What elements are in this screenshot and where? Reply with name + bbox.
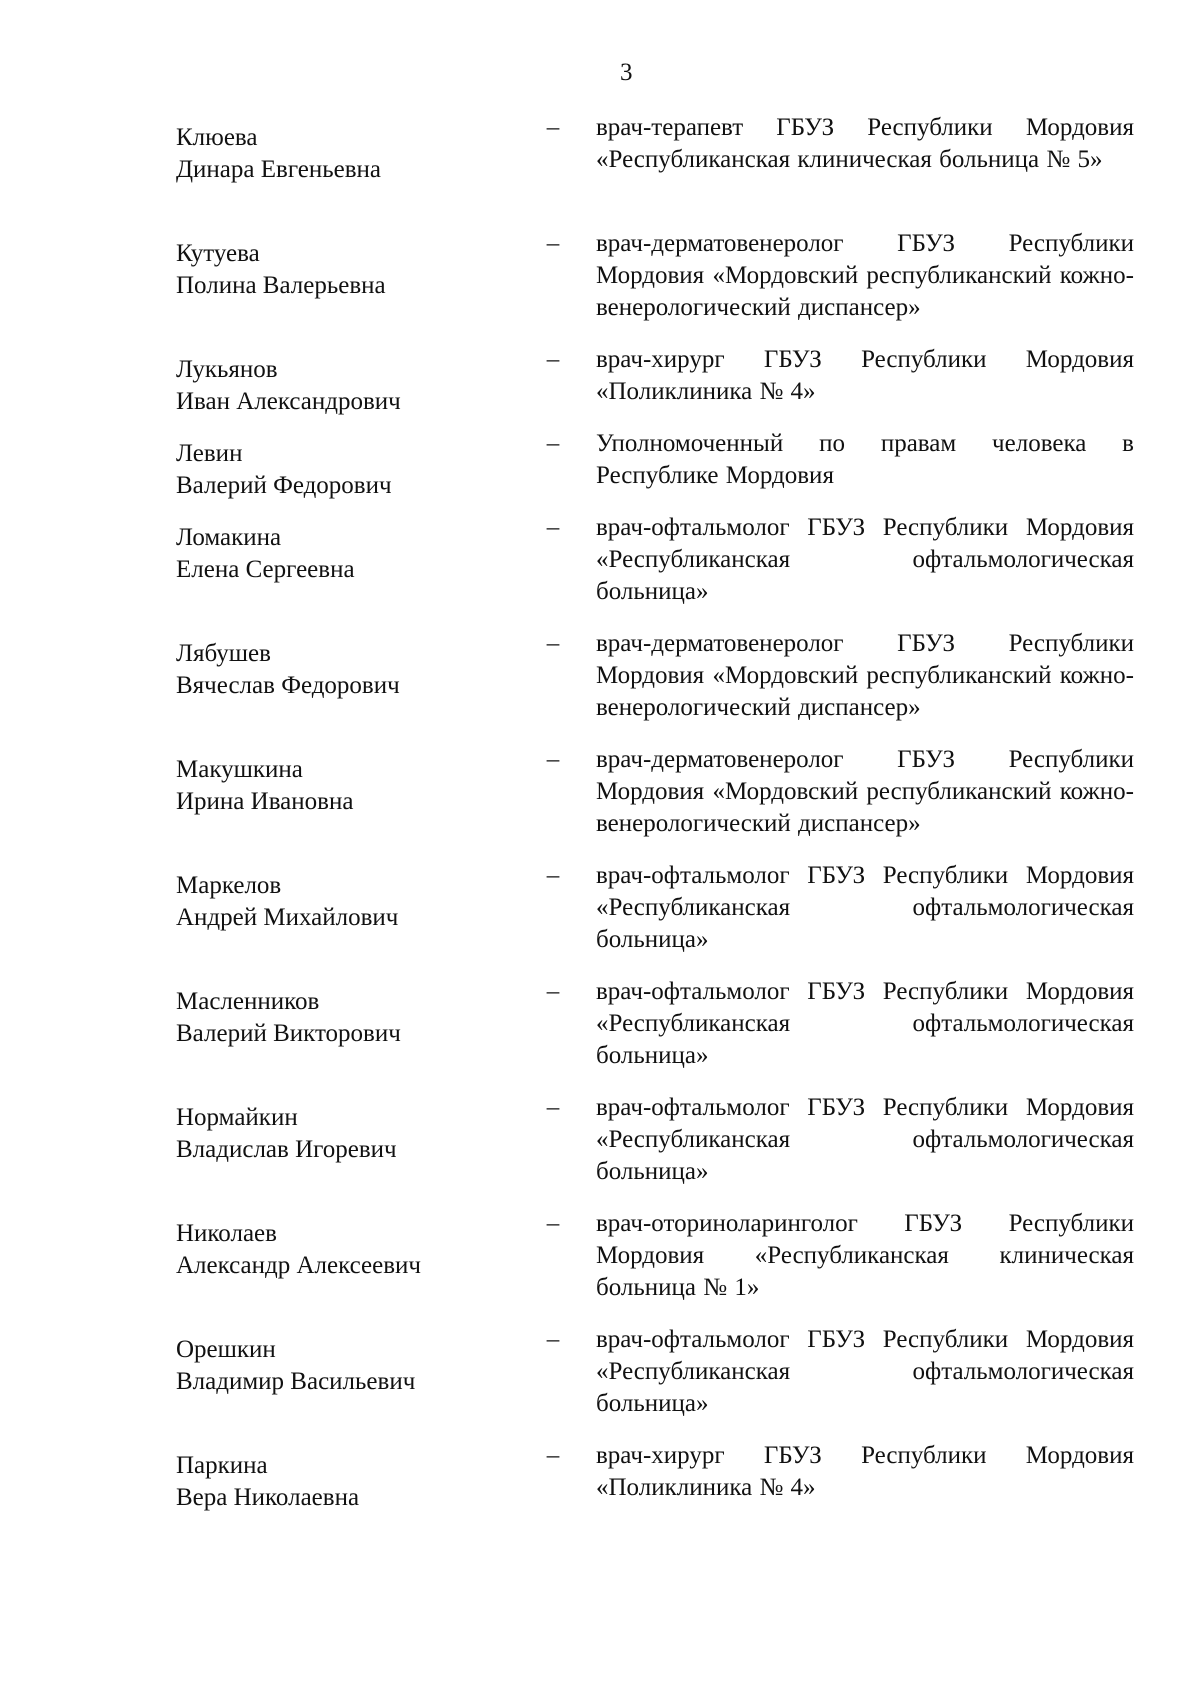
surname: Кутуева (176, 240, 260, 267)
dash-separator: – (546, 1094, 560, 1121)
given-names: Владимир Васильевич (176, 1368, 416, 1395)
person-name (176, 354, 506, 418)
given-names: Валерий Федорович (176, 472, 392, 499)
given-names: Александр Алексеевич (176, 1252, 421, 1279)
given-names: Полина Валерьевна (176, 272, 386, 299)
surname: Нормайкин (176, 1104, 298, 1131)
position-description: врач-дерматовенеролог ГБУЗ Республики Мордовия «Мордовский республиканский кожно-венерологический диспансер» (596, 746, 1134, 837)
given-names: Ирина Ивановна (176, 788, 354, 815)
person-name (176, 1218, 506, 1282)
position-description: врач-дерматовенеролог ГБУЗ Республики Мордовия «Мордовский республиканский кожно-венерологический диспансер» (596, 630, 1134, 721)
given-names: Иван Александрович (176, 388, 401, 415)
person-name (176, 754, 506, 818)
dash-separator: – (546, 1326, 560, 1353)
surname: Орешкин (176, 1336, 276, 1363)
given-names: Елена Сергеевна (176, 556, 355, 583)
person-name (176, 238, 506, 302)
dash-separator: – (546, 630, 560, 657)
dash-separator: – (546, 514, 560, 541)
given-names: Владислав Игоревич (176, 1136, 397, 1163)
position-description: Уполномоченный по правам человека в Республике Мордовия (596, 430, 1134, 489)
position-description: врач-офтальмолог ГБУЗ Республики Мордовия «Республиканская офтальмологическая больница» (596, 978, 1134, 1069)
dash-separator: – (546, 1210, 560, 1237)
position-description: врач-оториноларинголог ГБУЗ Республики Мордовия «Республиканская клиническая больница № 1» (596, 1210, 1134, 1301)
person-name (176, 522, 506, 586)
surname: Николаев (176, 1220, 277, 1247)
position-description: врач-офтальмолог ГБУЗ Республики Мордовия «Республиканская офтальмологическая больница» (596, 1094, 1134, 1185)
position-description: врач-офтальмолог ГБУЗ Республики Мордовия «Республиканская офтальмологическая больница» (596, 862, 1134, 953)
dash-separator: – (546, 230, 560, 257)
position-description: врач-офтальмолог ГБУЗ Республики Мордовия «Республиканская офтальмологическая больница» (596, 514, 1134, 605)
position-description: врач-офтальмолог ГБУЗ Республики Мордовия «Республиканская офтальмологическая больница» (596, 1326, 1134, 1417)
given-names: Валерий Викторович (176, 1020, 401, 1047)
given-names: Андрей Михайлович (176, 904, 399, 931)
position-description: врач-терапевт ГБУЗ Республики Мордовия «Республиканская клиническая больница № 5» (596, 114, 1134, 173)
position-description: врач-дерматовенеролог ГБУЗ Республики Мордовия «Мордовский республиканский кожно-венерологический диспансер» (596, 230, 1134, 321)
surname: Лябушев (176, 640, 271, 667)
dash-separator: – (546, 430, 560, 457)
dash-separator: – (546, 346, 560, 373)
surname: Левин (176, 440, 243, 467)
dash-separator: – (546, 746, 560, 773)
surname: Лукьянов (176, 356, 278, 383)
given-names: Вячеслав Федорович (176, 672, 400, 699)
person-name (176, 1450, 506, 1514)
surname: Паркина (176, 1452, 268, 1479)
surname: Масленников (176, 988, 320, 1015)
position-description: врач-хирург ГБУЗ Республики Мордовия «Поликлиника № 4» (596, 346, 1134, 405)
person-name (176, 986, 506, 1050)
dash-separator: – (546, 114, 560, 141)
position-description: врач-хирург ГБУЗ Республики Мордовия «Поликлиника № 4» (596, 1442, 1134, 1501)
dash-separator: – (546, 978, 560, 1005)
person-name (176, 438, 506, 502)
surname: Макушкина (176, 756, 303, 783)
page-number: 3 (620, 59, 633, 86)
person-name (176, 1102, 506, 1166)
person-name (176, 870, 506, 934)
surname: Ломакина (176, 524, 282, 551)
given-names: Динара Евгеньевна (176, 156, 382, 183)
dash-separator: – (546, 862, 560, 889)
surname: Клюева (176, 124, 258, 151)
given-names: Вера Николаевна (176, 1484, 360, 1511)
surname: Маркелов (176, 872, 282, 899)
person-name (176, 122, 506, 186)
dash-separator: – (546, 1442, 560, 1469)
person-name (176, 638, 506, 702)
person-name (176, 1334, 506, 1398)
